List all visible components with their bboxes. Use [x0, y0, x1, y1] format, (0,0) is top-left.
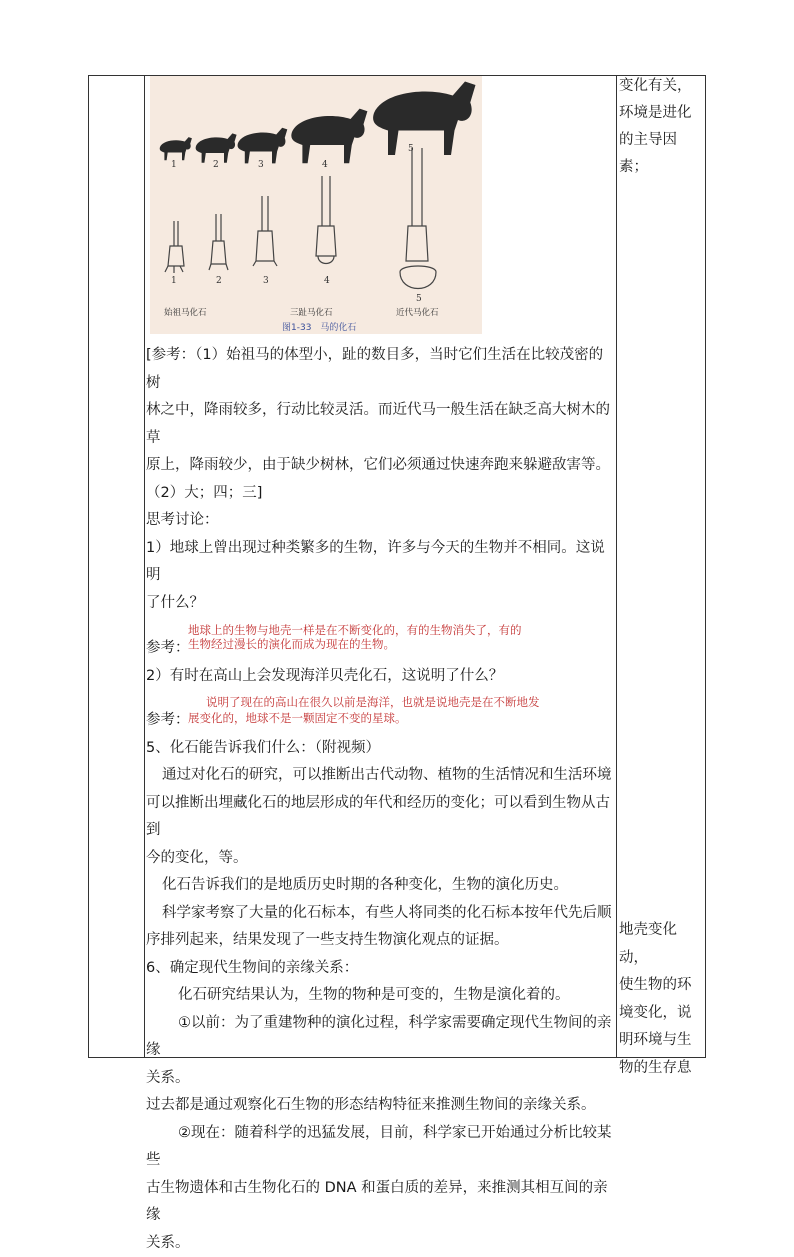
note-line: 物的生存息 — [619, 1055, 703, 1083]
horse-silhouette-4 — [291, 109, 367, 164]
paragraph: 科学家考察了大量的化石标本，有些人将同类的化石标本按年代先后顺 — [146, 900, 612, 928]
leg-bone-2 — [209, 214, 228, 270]
reference-label: 参考： — [146, 707, 190, 735]
section-6-heading: 6、确定现代生物间的亲缘关系： — [146, 955, 612, 983]
note-line: 境变化，说 — [619, 1000, 703, 1028]
answer-1-line: 生物经过漫长的演化而成为现在的生物。 — [188, 637, 395, 651]
note-line: 变化有关， — [619, 73, 703, 100]
paragraph: ①以前：为了重建物种的演化过程，科学家需要确定现代生物间的亲缘 — [146, 1010, 612, 1065]
column-divider-right — [616, 76, 617, 1057]
paragraph: 今的变化，等。 — [146, 845, 612, 873]
right-notes-top — [619, 73, 703, 181]
figure-number: 1 — [171, 276, 177, 286]
horse-illustration — [150, 76, 482, 334]
section-5-heading: 5、化石能告诉我们什么：（附视频） — [146, 735, 612, 763]
right-notes-bottom — [619, 917, 703, 1082]
paragraph: 古生物遗体和古生物化石的 DNA 和蛋白质的差异，来推测其相互间的亲缘 — [146, 1175, 612, 1230]
question-1: 1）地球上曾出现过种类繁多的生物，许多与今天的生物并不相同。这说明 — [146, 535, 612, 590]
answer-2-row — [146, 691, 612, 735]
paragraph: 关系。 — [146, 1230, 612, 1257]
paragraph: ②现在：随着科学的迅猛发展，目前，科学家已开始通过分析比较某些 — [146, 1120, 612, 1175]
label-hipparion: 三趾马化石 — [290, 306, 333, 318]
figure-number: 5 — [416, 294, 422, 304]
answer-1-line: 地球上的生物与地壳一样是在不断变化的，有的生物消失了，有的 — [188, 623, 522, 637]
figure-number: 3 — [263, 276, 269, 286]
discussion-heading: 思考讨论： — [146, 507, 612, 535]
figure-number: 1 — [171, 160, 177, 170]
paragraph: 过去都是通过观察化石生物的形态结构特征来推测生物间的亲缘关系。 — [146, 1092, 612, 1120]
answer-2-line: 说明了现在的高山在很久以前是海洋，也就是说地壳是在不断地发 — [206, 695, 540, 709]
note-line: 地壳变化动， — [619, 917, 703, 972]
figure-number: 4 — [322, 160, 328, 170]
question-1: 了什么？ — [146, 590, 612, 618]
reference-line: （2）大；四；三] — [146, 480, 612, 508]
note-line: 使生物的环 — [619, 972, 703, 1000]
answer-1-row — [146, 617, 612, 663]
question-2: 2）有时在高山上会发现海洋贝壳化石，这说明了什么？ — [146, 663, 612, 691]
figure-number: 2 — [213, 160, 219, 170]
label-modern-horse: 近代马化石 — [396, 306, 439, 318]
paragraph: 通过对化石的研究，可以推断出古代动物、植物的生活情况和生活环境 — [146, 762, 612, 790]
reference-line: [参考：（1）始祖马的体型小，趾的数目多，当时它们生活在比较茂密的树 — [146, 342, 612, 397]
leg-bone-1 — [165, 221, 184, 273]
horse-silhouette-1 — [160, 137, 192, 160]
paragraph: 可以推断出埋藏化石的地层形成的年代和经历的变化；可以看到生物从古到 — [146, 790, 612, 845]
paragraph: 序排列起来，结果发现了一些支持生物演化观点的证据。 — [146, 927, 612, 955]
figure-number: 4 — [324, 276, 330, 286]
note-line: 明环境与生 — [619, 1027, 703, 1055]
horse-silhouette-3 — [238, 128, 288, 164]
note-line: 环境是进化 — [619, 100, 703, 127]
paragraph: 化石告诉我们的是地质历史时期的各种变化，生物的演化历史。 — [146, 872, 612, 900]
horse-fossil-figure — [150, 76, 482, 334]
paragraph: 关系。 — [146, 1065, 612, 1093]
figure-number: 3 — [258, 160, 264, 170]
horse-silhouette-5 — [373, 82, 475, 156]
figure-caption: 图1-33 马的化石 — [282, 320, 356, 333]
reference-line: 原上，降雨较少，由于缺少树林，它们必须通过快速奔跑来躲避敌害等。 — [146, 452, 612, 480]
reference-line: 林之中，降雨较多，行动比较灵活。而近代马一般生活在缺乏高大树木的草 — [146, 397, 612, 452]
leg-bone-5 — [400, 148, 436, 289]
leg-bone-4 — [316, 176, 336, 264]
answer-2-line: 展变化的，地球不是一颗固定不变的星球。 — [188, 711, 407, 725]
note-line: 的主导因素； — [619, 127, 703, 181]
paragraph: 化石研究结果认为，生物的物种是可变的，生物是演化着的。 — [146, 982, 612, 1010]
figure-number: 2 — [216, 276, 222, 286]
main-content — [146, 76, 612, 1257]
leg-bone-3 — [253, 196, 277, 266]
column-divider-left — [144, 76, 145, 1057]
label-eohippus: 始祖马化石 — [164, 306, 207, 318]
horse-silhouette-2 — [196, 133, 237, 162]
figure-number: 5 — [408, 144, 414, 154]
reference-label: 参考： — [146, 635, 190, 663]
